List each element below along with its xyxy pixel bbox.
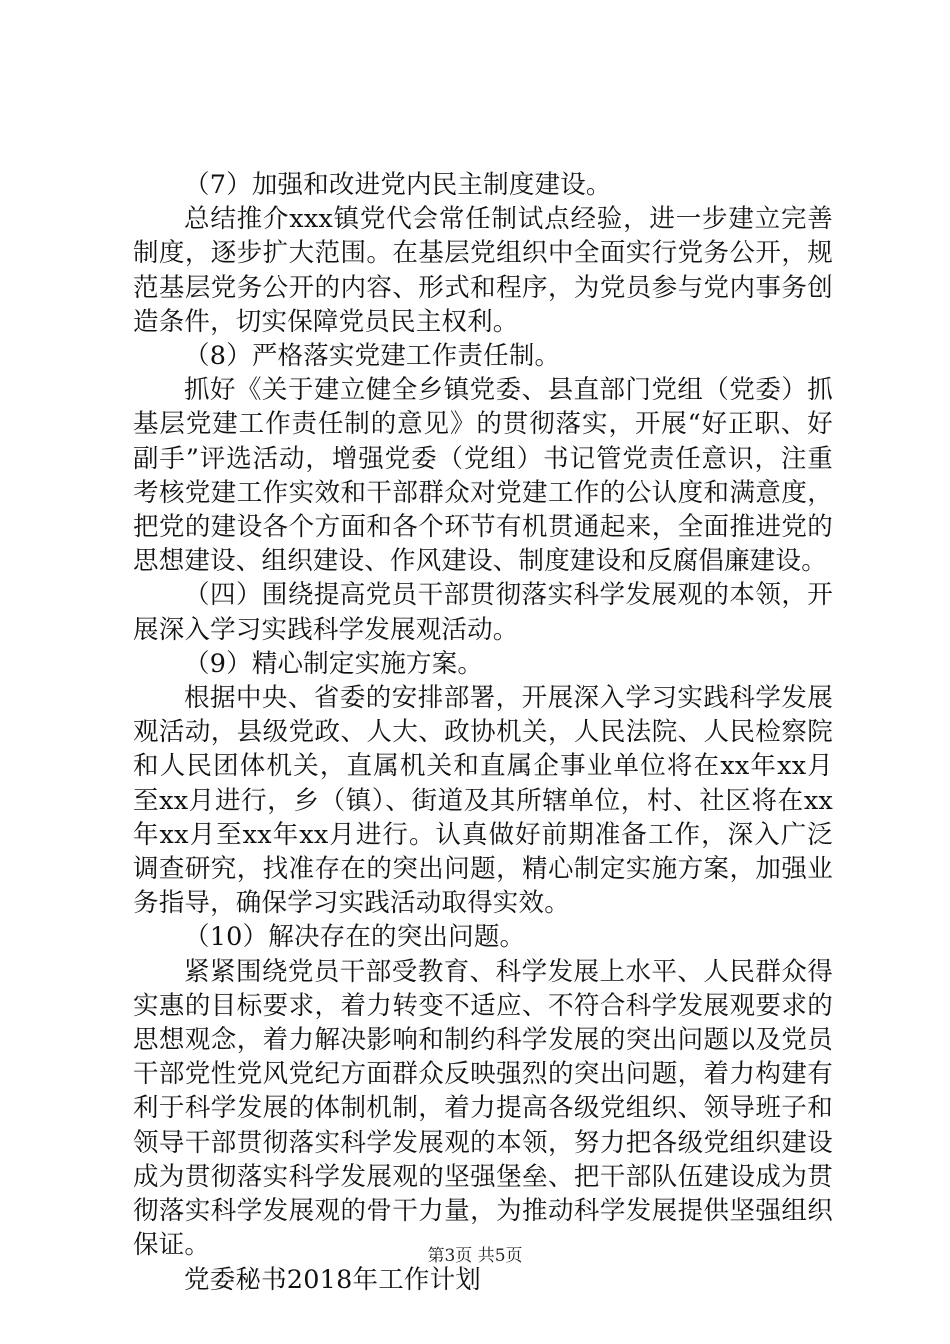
section-heading-9: （9）精心制定实施方案。 — [184, 648, 484, 679]
section-heading-7: （7）加强和改进党内民主制度建设。 — [184, 170, 612, 200]
paragraph-implementation-plan: 根据中央、省委的安排部署，开展深入学习实践科学发展观活动，县级党政、人大、政协机关，人民法院、人民检察院和人民团体机关，直属机关和直属企事业单位将在xx年xx月至xx月进行，乡（镇）、街道及其所辖单位，村、社区将在xx年xx月至xx年xx月进行。认真做好前期准备工作，深入广泛调查研究，找准存在的突出问题，精心制定实施方案，加强业务指导，确保学习实践活动取得实效。 — [133, 683, 833, 919]
paragraph-responsibility-system: 抓好《关于建立健全乡镇党委、县直部门党组（党委）抓基层党建工作责任制的意见》的贯彻落实，开展“好正职、好副手”评选活动，增强党委（党组）书记管党责任意识，注重考核党建工作实效和干部群众对党建工作的公认度和满意度，把党的建设各个方面和各个环节有机贯通起来，全面推进党的思想建设、组织建设、作风建设、制度建设和反腐倡廉建设。 — [133, 375, 833, 577]
document-title-line: 党委秘书2018年工作计划 — [184, 1264, 481, 1295]
document-body — [133, 168, 833, 1297]
paragraph-solve-problems: 紧紧围绕党员干部受教育、科学发展上水平、人民群众得实惠的目标要求，着力转变不适应、不符合科学发展观要求的思想观念，着力解决影响和制约科学发展的突出问题以及党员干部党性党风党纪方面群众反映强烈的突出问题，着力构建有利于科学发展的体制机制，着力提高各级党组织、领导班子和领导干部贯彻落实科学发展观的本领，努力把各级党组织建设成为贯彻落实科学发展观的坚强堡垒、把干部队伍建设成为贯彻落实科学发展观的骨干力量，为推动科学发展提供坚强组织保证。 — [133, 956, 833, 1261]
section-heading-8: （8）严格落实党建工作责任制。 — [184, 341, 561, 372]
page-footer: 第3页 共5页 — [427, 1246, 523, 1266]
section-heading-10: （10）解决存在的突出问题。 — [184, 922, 526, 953]
paragraph-democracy-system: 总结推介xxx镇党代会常任制试点经验，进一步建立完善制度，逐步扩大范围。在基层党组织中全面实行党务公开，规范基层党务公开的内容、形式和程序，为党员参与党内事务创造条件，切实保障党员民主权利。 — [133, 204, 833, 337]
section-heading-4: （四）围绕提高党员干部贯彻落实科学发展观的本领，开展深入学习实践科学发展观活动。 — [133, 580, 833, 645]
